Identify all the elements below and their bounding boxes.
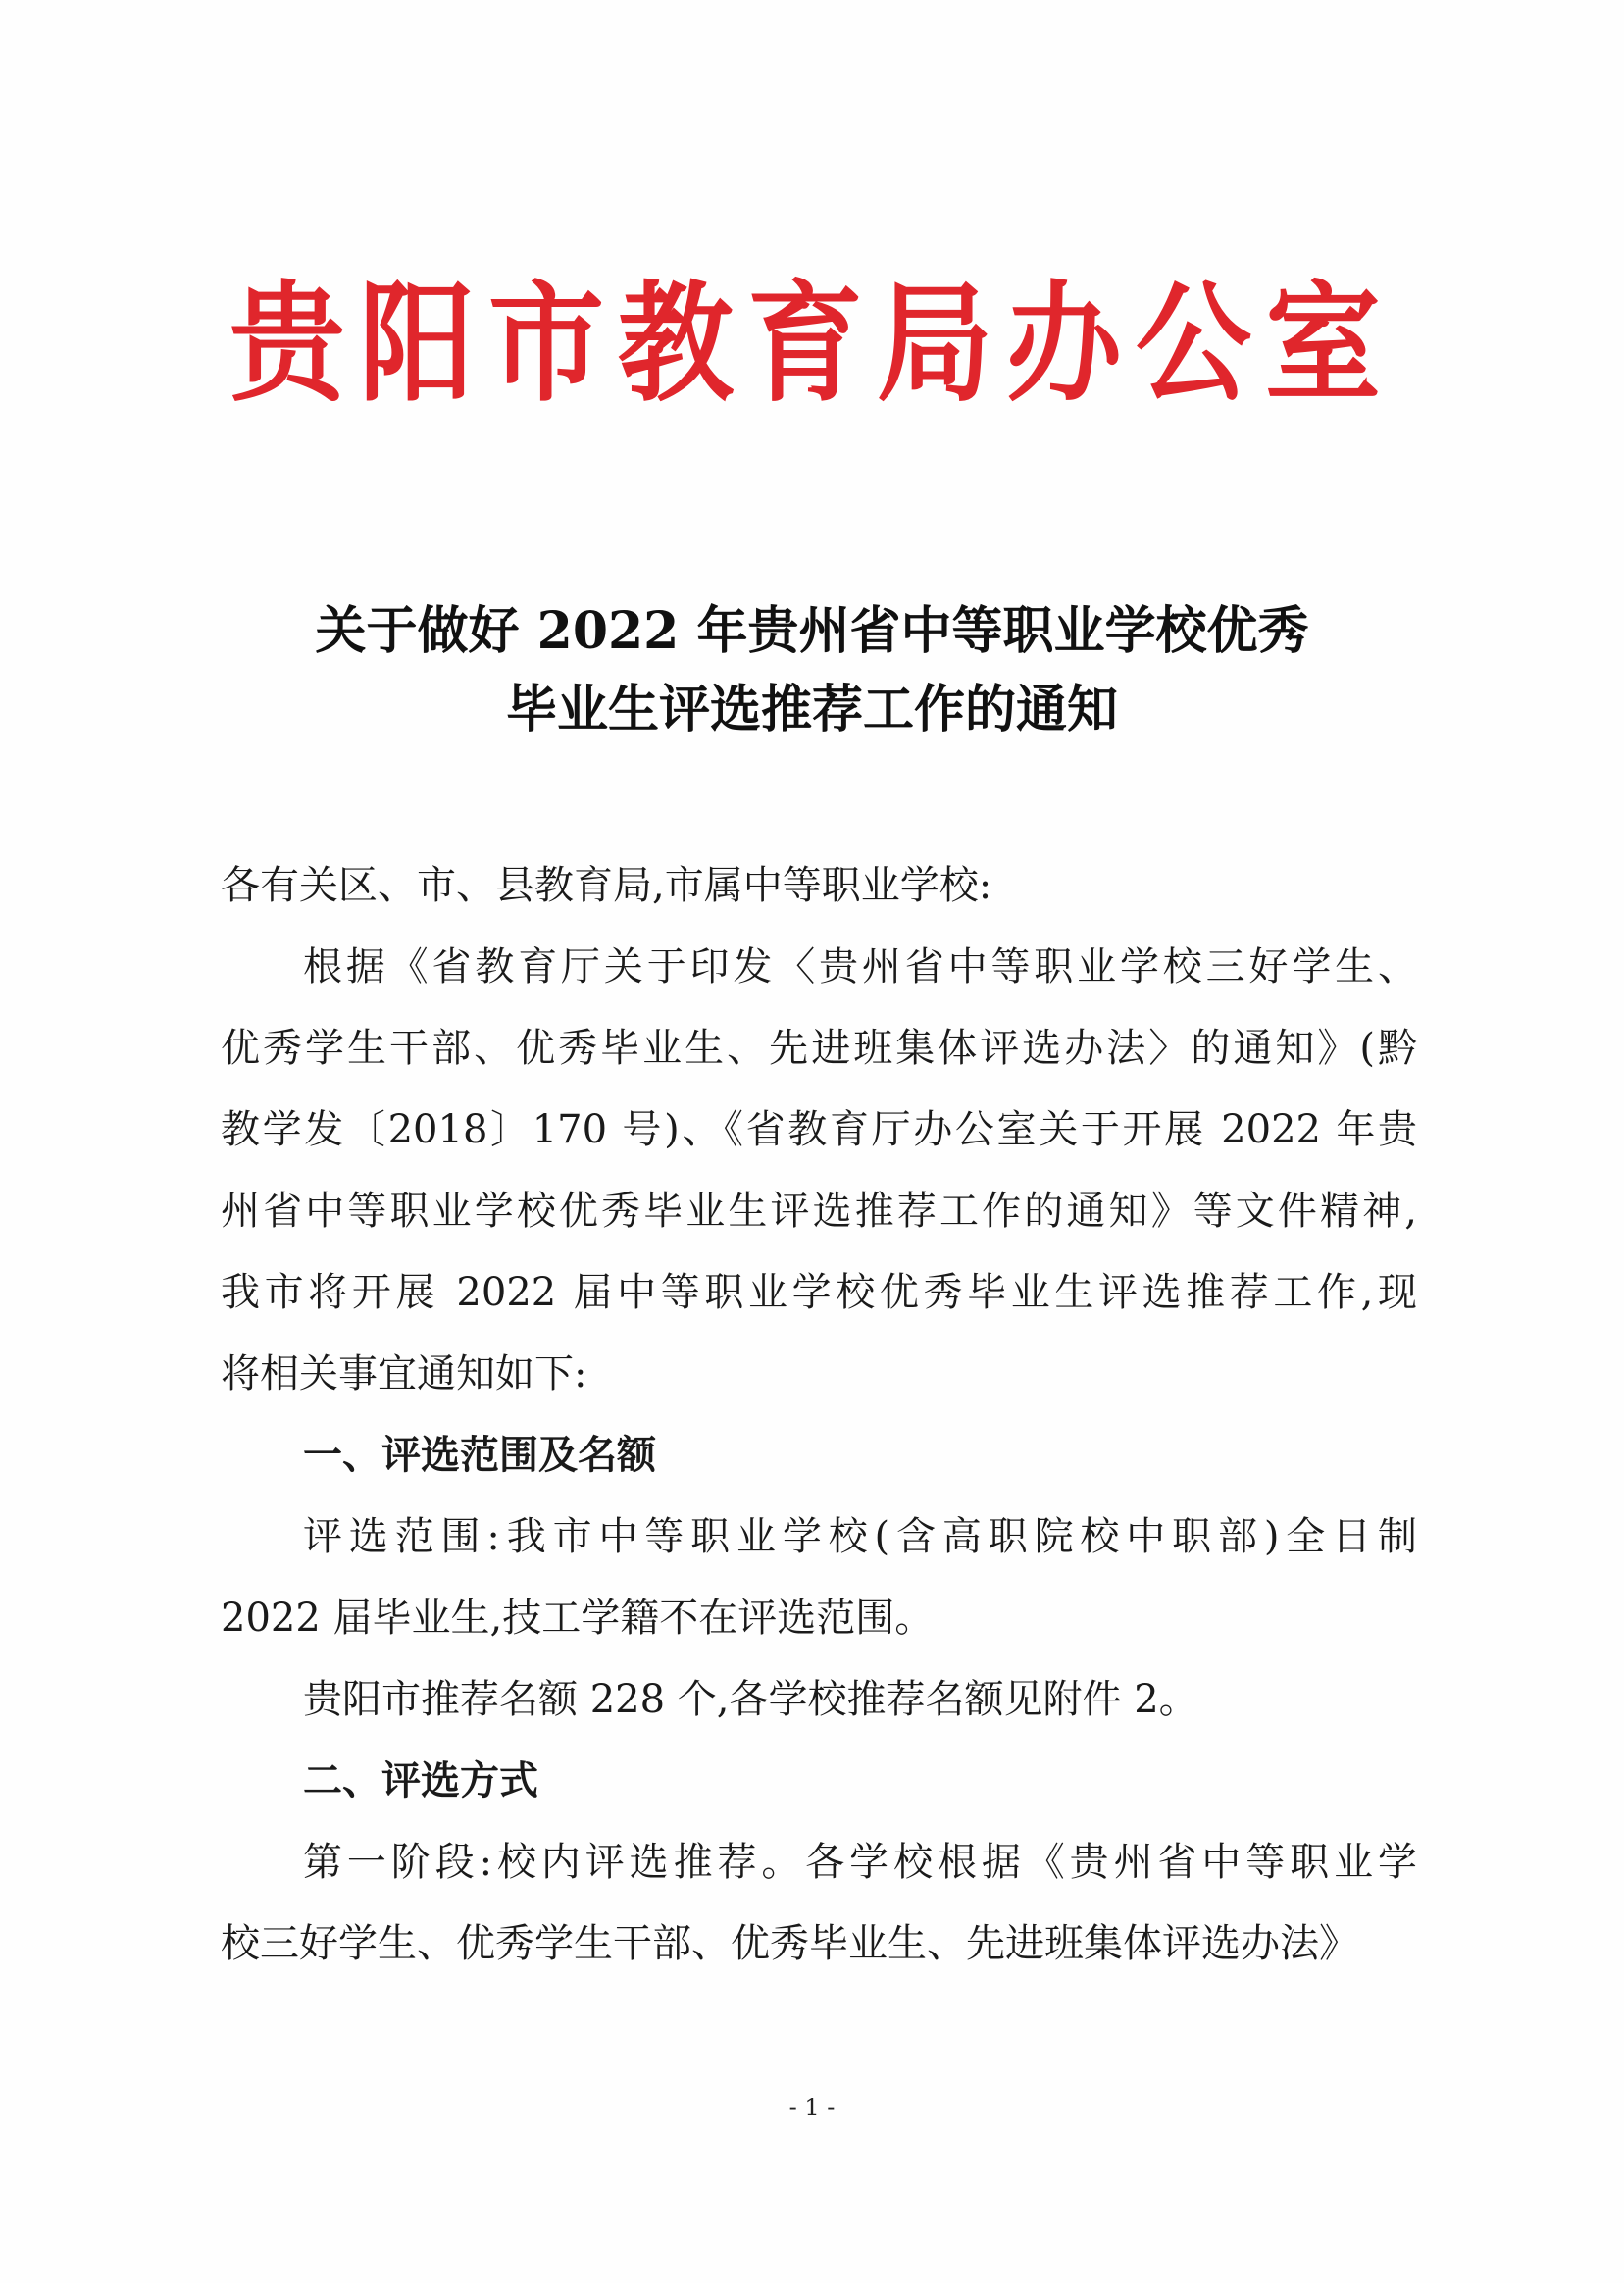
document-title bbox=[0, 592, 1624, 749]
paragraph-4-line-2: 校三好学生、优秀学生干部、优秀毕业生、先进班集体评选办法》 bbox=[221, 1921, 1358, 1966]
document-title-line-1: 关于做好 2022 年贵州省中等职业学校优秀 bbox=[315, 601, 1309, 661]
document-body bbox=[221, 845, 1417, 1985]
paragraph-1-line-4: 州省中等职业学校优秀毕业生评选推荐工作的通知》等文件精神, bbox=[221, 1189, 1417, 1234]
issuing-office-header: 贵阳市教育局办公室 bbox=[228, 267, 1395, 420]
paragraph-1-line-5: 我市将开展 2022 届中等职业学校优秀毕业生评选推荐工作,现 bbox=[221, 1270, 1417, 1315]
paragraph-4-line-1: 第一阶段:校内评选推荐。各学校根据《贵州省中等职业学 bbox=[303, 1840, 1417, 1885]
paragraph-1-line-3: 教学发〔2018〕170 号)、《省教育厅办公室关于开展 2022 年贵 bbox=[221, 1107, 1417, 1152]
page-number: - 1 - bbox=[788, 2094, 836, 2121]
paragraph-1-line-6: 将相关事宜通知如下: bbox=[221, 1351, 587, 1396]
paragraph-1-line-2: 优秀学生干部、优秀毕业生、先进班集体评选办法〉的通知》(黔 bbox=[221, 1026, 1417, 1071]
salutation: 各有关区、市、县教育局,市属中等职业学校: bbox=[221, 863, 992, 908]
document-title-line-2: 毕业生评选推荐工作的通知 bbox=[505, 680, 1118, 739]
section-1-heading: 一、评选范围及名额 bbox=[303, 1433, 656, 1478]
paragraph-2-line-2: 2022 届毕业生,技工学籍不在评选范围。 bbox=[221, 1596, 935, 1641]
paragraph-1-line-1: 根据《省教育厅关于印发〈贵州省中等职业学校三好学生、 bbox=[303, 944, 1417, 989]
paragraph-2-line-1: 评选范围:我市中等职业学校(含高职院校中职部)全日制 bbox=[303, 1514, 1417, 1559]
paragraph-3: 贵阳市推荐名额 228 个,各学校推荐名额见附件 2。 bbox=[303, 1677, 1198, 1722]
section-2-heading: 二、评选方式 bbox=[303, 1758, 538, 1803]
